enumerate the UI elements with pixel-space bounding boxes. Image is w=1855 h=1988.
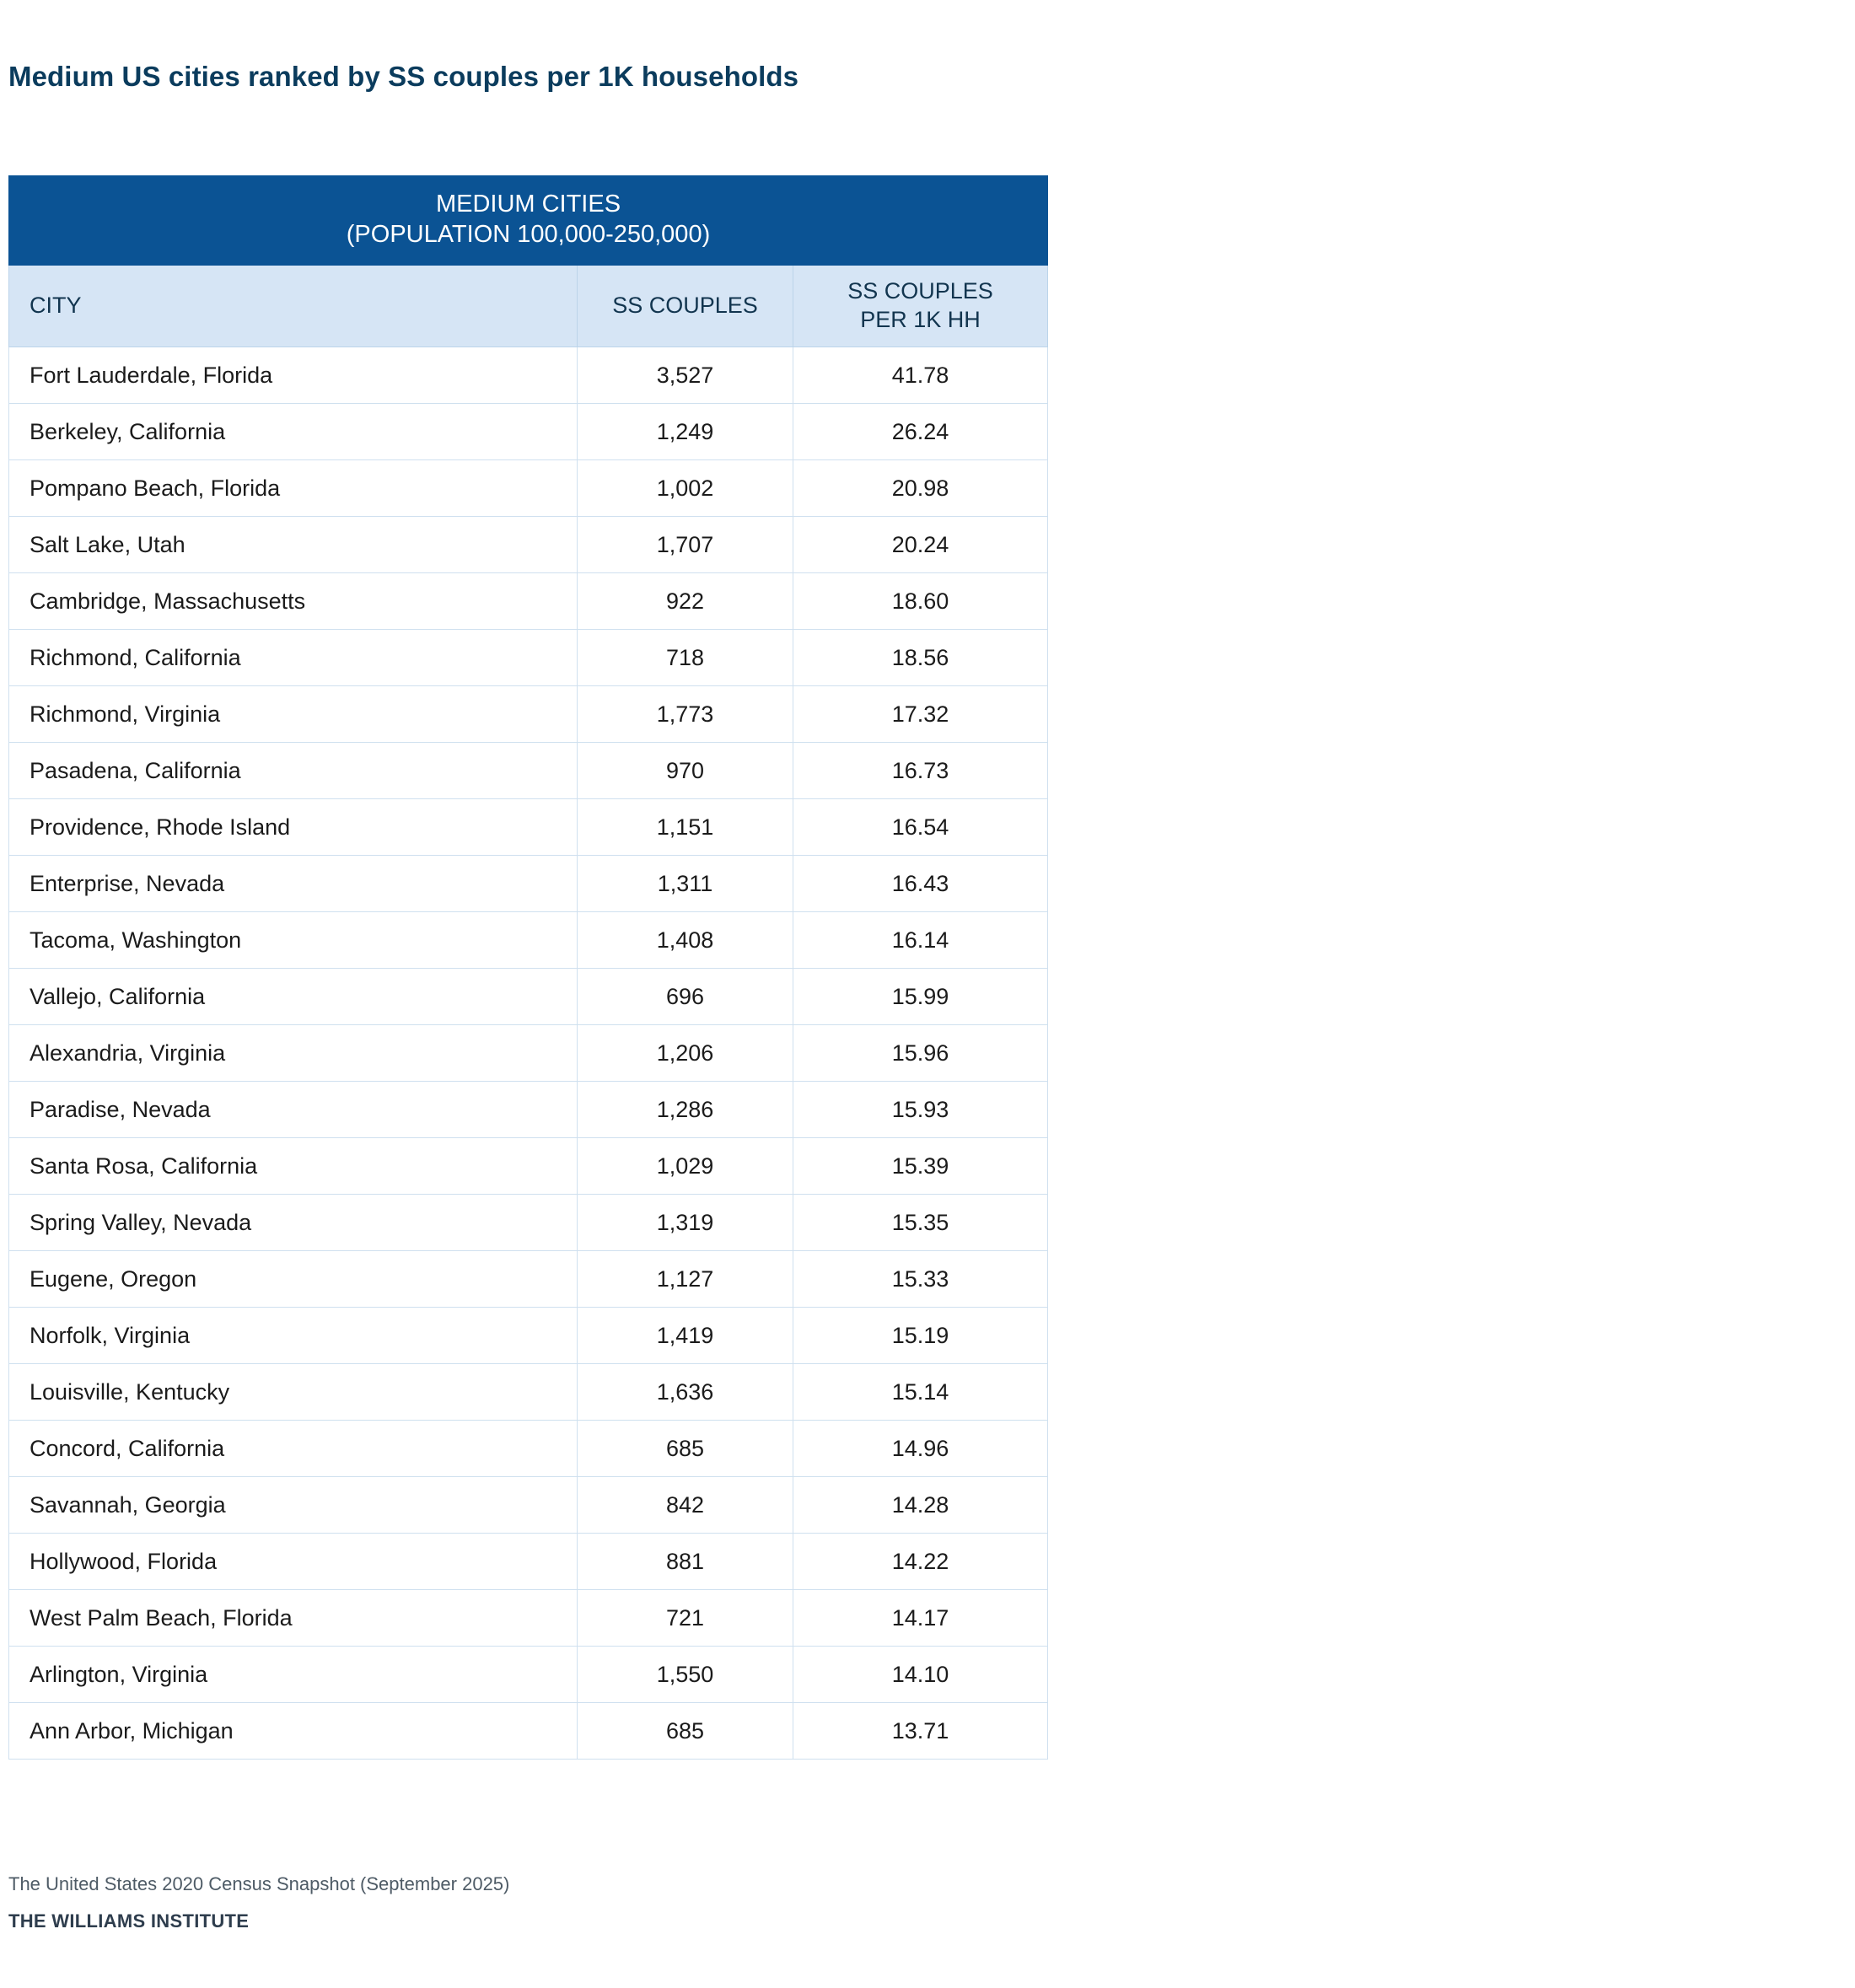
cell-city: Paradise, Nevada [9,1081,578,1137]
cell-city: Cambridge, Massachusetts [9,572,578,629]
cell-ss-couples-per-1k: 18.60 [793,572,1048,629]
table-row [9,685,1048,742]
cell-city: Richmond, Virginia [9,685,578,742]
column-header-ss-couples[interactable]: SS COUPLES [578,266,793,347]
cell-city: Enterprise, Nevada [9,855,578,911]
table-row [9,1250,1048,1307]
cell-ss-couples-per-1k: 15.33 [793,1250,1048,1307]
table-body [9,347,1048,1759]
medium-cities-table [8,175,1048,1760]
cell-city: Tacoma, Washington [9,911,578,968]
cell-ss-couples: 970 [578,742,793,798]
cell-city: Berkeley, California [9,403,578,459]
cell-city: Eugene, Oregon [9,1250,578,1307]
cell-city: Ann Arbor, Michigan [9,1702,578,1759]
cell-city: Richmond, California [9,629,578,685]
cell-ss-couples-per-1k: 15.14 [793,1363,1048,1420]
cell-ss-couples-per-1k: 14.22 [793,1533,1048,1589]
table-row [9,968,1048,1024]
column-header-row [9,266,1048,347]
cell-city: Pasadena, California [9,742,578,798]
source-note: The United States 2020 Census Snapshot (September 2025) [8,1873,510,1894]
table-header [9,176,1048,347]
cell-ss-couples: 685 [578,1702,793,1759]
cell-ss-couples: 1,408 [578,911,793,968]
cell-ss-couples: 1,002 [578,459,793,516]
cell-city: Pompano Beach, Florida [9,459,578,516]
cell-city: Santa Rosa, California [9,1137,578,1194]
table-row [9,1024,1048,1081]
cell-ss-couples: 1,249 [578,403,793,459]
cell-ss-couples-per-1k: 15.19 [793,1307,1048,1363]
cell-ss-couples-per-1k: 15.39 [793,1137,1048,1194]
cell-ss-couples-per-1k: 20.24 [793,516,1048,572]
cell-ss-couples-per-1k: 13.71 [793,1702,1048,1759]
cell-ss-couples: 1,636 [578,1363,793,1420]
table-row [9,1081,1048,1137]
table-row [9,742,1048,798]
table-row [9,459,1048,516]
cell-city: West Palm Beach, Florida [9,1589,578,1646]
cell-ss-couples-per-1k: 15.99 [793,968,1048,1024]
cell-ss-couples: 1,286 [578,1081,793,1137]
cell-ss-couples-per-1k: 14.10 [793,1646,1048,1702]
cell-ss-couples: 696 [578,968,793,1024]
cell-ss-couples-per-1k: 16.43 [793,855,1048,911]
cell-ss-couples-per-1k: 26.24 [793,403,1048,459]
brand-label: THE WILLIAMS INSTITUTE [8,1910,250,1932]
cell-ss-couples: 1,311 [578,855,793,911]
cell-city: Savannah, Georgia [9,1476,578,1533]
cell-ss-couples: 1,550 [578,1646,793,1702]
cell-ss-couples: 881 [578,1533,793,1589]
table-row [9,1476,1048,1533]
table-row [9,1307,1048,1363]
cell-city: Louisville, Kentucky [9,1363,578,1420]
table-row [9,855,1048,911]
banner-row [9,176,1048,266]
table-row [9,629,1048,685]
table-banner [9,176,1048,266]
table-container [8,175,1047,1760]
cell-ss-couples-per-1k: 14.28 [793,1476,1048,1533]
table-row [9,1702,1048,1759]
cell-ss-couples: 1,773 [578,685,793,742]
table-row [9,798,1048,855]
cell-city: Arlington, Virginia [9,1646,578,1702]
cell-city: Spring Valley, Nevada [9,1194,578,1250]
cell-ss-couples: 1,707 [578,516,793,572]
cell-city: Concord, California [9,1420,578,1476]
cell-ss-couples: 721 [578,1589,793,1646]
table-row [9,347,1048,403]
cell-city: Vallejo, California [9,968,578,1024]
table-row [9,1363,1048,1420]
cell-ss-couples-per-1k: 16.73 [793,742,1048,798]
table-row [9,1589,1048,1646]
table-row [9,1420,1048,1476]
cell-ss-couples-per-1k: 14.96 [793,1420,1048,1476]
cell-ss-couples: 1,319 [578,1194,793,1250]
cell-ss-couples: 1,029 [578,1137,793,1194]
table-row [9,516,1048,572]
cell-city: Salt Lake, Utah [9,516,578,572]
cell-ss-couples: 718 [578,629,793,685]
cell-ss-couples: 3,527 [578,347,793,403]
cell-ss-couples-per-1k: 15.93 [793,1081,1048,1137]
banner-line-1: MEDIUM CITIES [435,191,621,218]
cell-city: Providence, Rhode Island [9,798,578,855]
table-row [9,1194,1048,1250]
cell-ss-couples-per-1k: 15.35 [793,1194,1048,1250]
table-row [9,572,1048,629]
column-header-rate-line-1: SS COUPLES [847,278,993,304]
cell-ss-couples: 1,127 [578,1250,793,1307]
cell-ss-couples: 1,419 [578,1307,793,1363]
cell-ss-couples: 685 [578,1420,793,1476]
column-header-rate-line-2: PER 1K HH [860,307,981,333]
cell-ss-couples-per-1k: 16.54 [793,798,1048,855]
cell-city: Alexandria, Virginia [9,1024,578,1081]
cell-ss-couples-per-1k: 41.78 [793,347,1048,403]
column-header-ss-couples-per-1k[interactable] [793,266,1048,347]
table-row [9,1646,1048,1702]
cell-ss-couples: 922 [578,572,793,629]
table-row [9,1533,1048,1589]
table-row [9,1137,1048,1194]
cell-ss-couples-per-1k: 17.32 [793,685,1048,742]
table-row [9,911,1048,968]
cell-ss-couples: 1,151 [578,798,793,855]
cell-city: Norfolk, Virginia [9,1307,578,1363]
cell-city: Fort Lauderdale, Florida [9,347,578,403]
table-row [9,403,1048,459]
cell-ss-couples: 1,206 [578,1024,793,1081]
page-title: Medium US cities ranked by SS couples per 1K households [8,61,799,92]
column-header-city[interactable]: CITY [9,266,578,347]
cell-ss-couples: 842 [578,1476,793,1533]
cell-ss-couples-per-1k: 20.98 [793,459,1048,516]
banner-line-2: (POPULATION 100,000-250,000) [346,220,711,248]
cell-ss-couples-per-1k: 18.56 [793,629,1048,685]
cell-ss-couples-per-1k: 14.17 [793,1589,1048,1646]
cell-ss-couples-per-1k: 16.14 [793,911,1048,968]
cell-ss-couples-per-1k: 15.96 [793,1024,1048,1081]
cell-city: Hollywood, Florida [9,1533,578,1589]
